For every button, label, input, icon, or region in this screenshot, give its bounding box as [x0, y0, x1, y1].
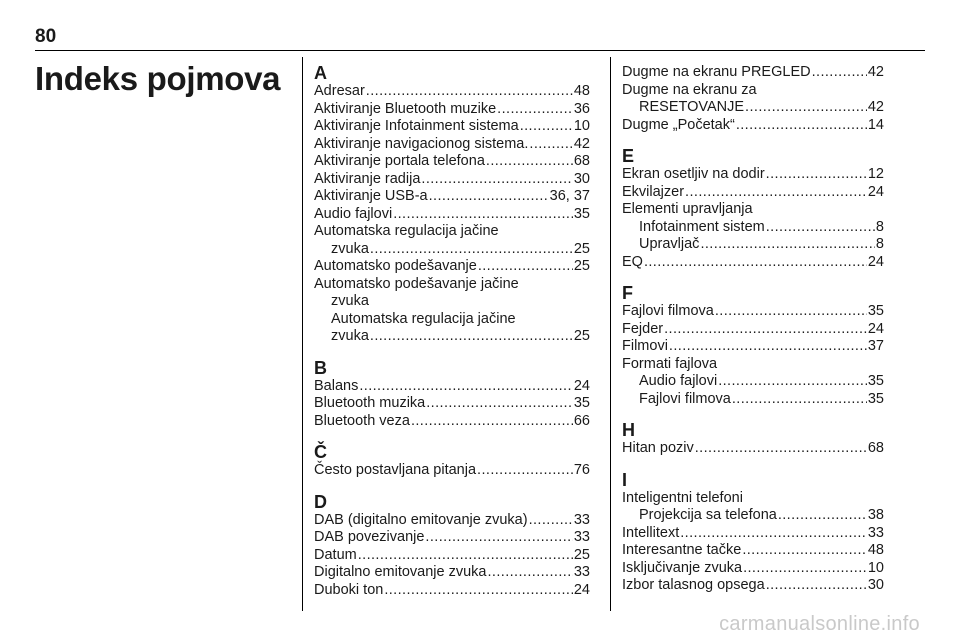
entry-page-number: 25 — [573, 240, 590, 257]
dot-leader — [695, 440, 867, 458]
dot-leader — [497, 101, 573, 119]
index-group — [314, 443, 590, 480]
dot-leader — [745, 99, 867, 117]
index-entry[interactable] — [622, 321, 884, 339]
index-entry[interactable] — [314, 395, 590, 413]
dot-leader — [421, 171, 572, 189]
entry-page-number: 35 — [573, 205, 590, 222]
entry-text: Ekran osetljiv na dodir — [622, 166, 765, 182]
dot-leader — [487, 564, 572, 582]
entry-page-number: 35 — [867, 303, 884, 319]
entry-text: Aktiviranje radija — [314, 170, 421, 187]
entry-page-number: 25 — [573, 258, 590, 274]
index-entry[interactable] — [622, 440, 884, 458]
index-entry[interactable] — [314, 413, 590, 431]
entry-text: Adresar — [314, 83, 365, 99]
entry-page-number: 35 — [867, 373, 884, 389]
entry-text: Aktiviranje portala telefona — [314, 153, 485, 169]
entry-page-number: 35 — [573, 395, 590, 411]
entry-page-number: 48 — [867, 542, 884, 558]
index-entry[interactable] — [622, 507, 884, 525]
entry-page-number: 76 — [573, 462, 590, 478]
page-number: 80 — [35, 26, 57, 47]
entry-page-number: 37 — [867, 338, 884, 354]
entry-text: Automatsko podešavanje — [314, 258, 477, 274]
dot-leader — [680, 525, 867, 543]
entry-page-number: 68 — [867, 440, 884, 456]
entry-text: Isključivanje zvuka — [622, 559, 743, 576]
index-group — [314, 359, 590, 431]
dot-leader — [732, 391, 867, 409]
entry-text: Upravljač — [639, 236, 700, 252]
index-entry[interactable] — [622, 219, 884, 237]
column-divider — [302, 57, 303, 611]
index-entry[interactable] — [314, 241, 590, 259]
entry-text: Aktiviranje navigacionog sistema. — [314, 135, 529, 152]
index-entry[interactable] — [622, 542, 884, 560]
entry-page-number: 25 — [573, 328, 590, 344]
entry-text: Datum — [314, 546, 357, 563]
group-letter: Č — [314, 442, 327, 462]
index-heading: Inteligentni telefoni — [622, 489, 743, 506]
entry-text: Izbor talasnog opsega — [622, 577, 765, 593]
index-group — [622, 421, 884, 458]
dot-leader — [685, 184, 867, 202]
index-entry[interactable] — [314, 258, 590, 276]
index-group — [622, 471, 884, 595]
entry-text: Balans — [314, 377, 359, 394]
entry-page-number: 33 — [573, 529, 590, 545]
watermark: carmanualsonline.info — [719, 613, 920, 635]
entry-text: Fajlovi filmova — [639, 390, 731, 407]
entry-page-number: 14 — [867, 116, 884, 133]
entry-page-number: 33 — [867, 524, 884, 541]
index-group — [314, 493, 590, 600]
index-entry[interactable] — [622, 117, 884, 135]
entry-text: Infotainment sistem — [639, 218, 765, 235]
dot-leader — [736, 117, 867, 135]
index-group — [622, 147, 884, 271]
entry-text: Digitalno emitovanje zvuka — [314, 564, 487, 580]
dot-leader — [529, 136, 572, 154]
index-entry[interactable] — [314, 153, 590, 171]
dot-leader — [766, 219, 875, 237]
entry-text: EQ — [622, 253, 643, 270]
entry-page-number: 48 — [573, 83, 590, 99]
index-heading: zvuka — [331, 293, 369, 309]
index-entry[interactable] — [314, 188, 590, 206]
index-group — [622, 284, 884, 408]
dot-leader — [411, 413, 573, 431]
entry-page-number: 24 — [867, 183, 884, 200]
index-entry[interactable] — [314, 564, 590, 582]
dot-leader — [715, 303, 867, 321]
entry-page-number: 38 — [867, 507, 884, 523]
dot-leader — [742, 542, 867, 560]
entry-text: Audio fajlovi — [314, 205, 393, 222]
entry-text: Ekvilajzer — [622, 183, 685, 200]
entry-page-number: 25 — [573, 546, 590, 563]
entry-text: RESETOVANJE — [639, 99, 745, 115]
dot-leader — [370, 328, 573, 346]
entry-text: zvuka — [331, 240, 369, 257]
dot-leader — [778, 507, 867, 525]
entry-page-number: 66 — [573, 412, 590, 429]
entry-text: Projekcija sa telefona — [639, 507, 777, 523]
entry-text: Audio fajlovi — [639, 373, 718, 389]
dot-leader — [366, 83, 573, 101]
entry-page-number: 24 — [867, 253, 884, 270]
entry-page-number: 24 — [573, 581, 590, 598]
index-entry[interactable] — [314, 462, 590, 480]
index-entry[interactable] — [622, 64, 884, 82]
entry-page-number: 10 — [867, 559, 884, 576]
entry-text: DAB (digitalno emitovanje zvuka) — [314, 511, 528, 528]
entry-page-number: 33 — [573, 511, 590, 528]
index-heading: Automatska regulacija jačine — [314, 223, 499, 239]
entry-text: Aktiviranje USB-a — [314, 188, 428, 204]
dot-leader — [669, 338, 867, 356]
entry-text: Filmovi — [622, 338, 668, 354]
entry-text: Aktiviranje Bluetooth muzike — [314, 100, 497, 117]
index-entry[interactable] — [314, 136, 590, 154]
entry-page-number: 42 — [867, 99, 884, 115]
header-rule — [35, 50, 925, 51]
group-letter: I — [622, 469, 628, 490]
dot-leader — [425, 529, 572, 547]
index-group — [314, 64, 590, 346]
entry-page-number: 30 — [573, 170, 590, 187]
dot-leader — [529, 512, 573, 530]
index-heading: Automatska regulacija jačine — [331, 310, 516, 327]
group-letter: B — [314, 357, 327, 378]
index-entry[interactable] — [622, 577, 884, 595]
group-letter: E — [622, 146, 635, 166]
dot-leader — [478, 258, 573, 276]
dot-leader — [426, 395, 573, 413]
entry-text: Intellitext — [622, 524, 680, 541]
entry-page-number: 36 — [573, 100, 590, 117]
dot-leader — [358, 547, 573, 565]
entry-page-number: 8 — [875, 218, 884, 235]
entry-text: Dugme „Početak“ — [622, 116, 735, 133]
dot-leader — [477, 462, 573, 480]
entry-page-number: 36, 37 — [549, 188, 590, 204]
index-entry[interactable] — [622, 99, 884, 117]
index-entry[interactable] — [622, 525, 884, 543]
index-entry[interactable] — [314, 328, 590, 346]
dot-leader — [700, 236, 874, 254]
dot-leader — [766, 577, 867, 595]
index-heading: Dugme na ekranu za — [622, 81, 757, 98]
entry-text: Duboki ton — [314, 581, 384, 598]
entry-text: zvuka — [331, 328, 369, 344]
index-heading: Formati fajlova — [622, 355, 718, 372]
entry-page-number: 42 — [573, 135, 590, 152]
entry-text: Interesantne tačke — [622, 542, 742, 558]
entry-text: Fajlovi filmova — [622, 303, 714, 319]
entry-page-number: 24 — [573, 377, 590, 394]
entry-page-number: 30 — [867, 577, 884, 593]
index-entry[interactable] — [622, 391, 884, 409]
dot-leader — [486, 153, 573, 171]
index-entry[interactable] — [622, 303, 884, 321]
index-entry[interactable] — [622, 166, 884, 184]
index-entry[interactable] — [314, 206, 590, 224]
index-entry[interactable] — [622, 373, 884, 391]
entry-text: Hitan poziv — [622, 440, 694, 456]
entry-text: Fejder — [622, 320, 664, 337]
dot-leader — [393, 206, 573, 224]
index-entry[interactable] — [314, 101, 590, 119]
page-title: Indeks pojmova — [35, 60, 281, 97]
index-column-2 — [622, 64, 884, 595]
dot-leader — [812, 64, 867, 82]
entry-text: Bluetooth veza — [314, 412, 410, 429]
index-entry[interactable] — [622, 184, 884, 202]
entry-page-number: 24 — [867, 320, 884, 337]
index-heading: Elementi upravljanja — [622, 201, 753, 217]
entry-page-number: 35 — [867, 390, 884, 407]
index-entry[interactable] — [314, 512, 590, 530]
dot-leader — [370, 241, 573, 259]
index-entry[interactable] — [314, 118, 590, 136]
column-divider — [610, 57, 611, 611]
index-group — [622, 64, 884, 134]
index-entry[interactable] — [314, 171, 590, 189]
index-entry[interactable] — [622, 254, 884, 272]
entry-text: Bluetooth muzika — [314, 395, 426, 411]
dot-leader — [718, 373, 867, 391]
dot-leader — [429, 188, 549, 206]
dot-leader — [520, 118, 573, 136]
dot-leader — [766, 166, 867, 184]
entry-page-number: 10 — [573, 118, 590, 134]
entry-text: Aktiviranje Infotainment sistema — [314, 118, 519, 134]
index-entry[interactable] — [314, 547, 590, 565]
dot-leader — [743, 560, 867, 578]
entry-page-number: 68 — [573, 153, 590, 169]
index-entry[interactable] — [622, 560, 884, 578]
group-letter: F — [622, 283, 633, 303]
index-entry[interactable] — [622, 338, 884, 356]
entry-page-number: 12 — [867, 166, 884, 182]
entry-text: DAB povezivanje — [314, 529, 425, 545]
index-entry[interactable] — [314, 582, 590, 600]
index-heading: Automatsko podešavanje jačine — [314, 275, 519, 292]
entry-text: Često postavljana pitanja — [314, 462, 477, 478]
group-letter: H — [622, 420, 635, 440]
dot-leader — [384, 582, 573, 600]
dot-leader — [664, 321, 867, 339]
index-entry[interactable] — [314, 378, 590, 396]
entry-page-number: 33 — [573, 564, 590, 580]
dot-leader — [359, 378, 573, 396]
group-letter: D — [314, 491, 327, 512]
dot-leader — [644, 254, 867, 272]
entry-text: Dugme na ekranu PREGLED — [622, 64, 811, 80]
entry-page-number: 42 — [867, 64, 884, 80]
index-column-1 — [314, 64, 590, 599]
index-entry[interactable] — [314, 529, 590, 547]
group-letter: A — [314, 63, 327, 83]
index-entry[interactable] — [622, 236, 884, 254]
index-entry[interactable] — [314, 83, 590, 101]
entry-page-number: 8 — [875, 236, 884, 252]
